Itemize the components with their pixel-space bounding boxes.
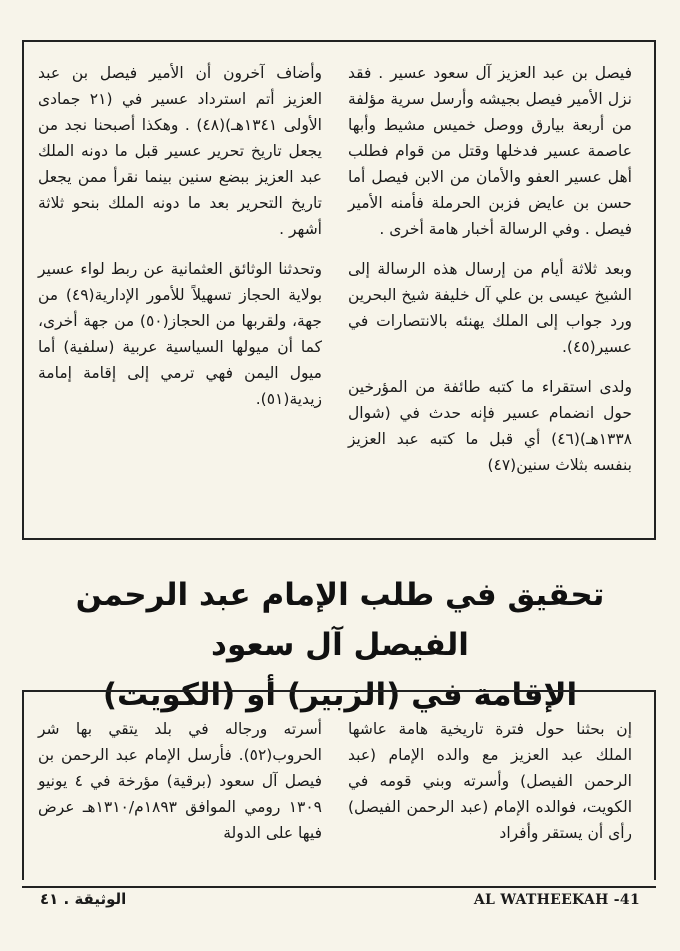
paragraph: أسرته ورجاله في بلد يتقي بها شر الحروب(٥٢). فأرسل الإمام عبد الرحمن بن فيصل آل سعود (برقية) مؤرخة في ٤ يونيو ١٣٠٩ رومي الموافق ١٨٩٣م/١٣١٠هـ عرض فيها على الدولة (38, 720, 322, 842)
footer-english-page-label: AL WATHEEKAH -41 (473, 892, 640, 908)
paragraph: ولدى استقراء ما كتبه طائفة من المؤرخين حول انضمام عسير فإنه حدث في (شوال ١٣٣٨هـ)(٤٦) أي قبل ما كتبه عبد العزيز بنفسه بثلاث سنين(٤٧) (348, 378, 632, 474)
footer-arabic-page-label: الوثيقة . ٤١ (40, 890, 127, 908)
paragraph: فيصل بن عبد العزيز آل سعود عسير . فقد نزل الأمير فيصل بجيشه وأرسل سرية مؤلفة من أربعة بيارق ووصل خميس مشيط وأبها عاصمة عسير فدخلها وقتل من قوام فطلب أهل عسير العفو والأمان من الابن فيصل أما حسن بن عايض فزبن الحرملة فأمنه الأمير فيصل . وفي الرسالة أخبار هامة أخرى . (348, 64, 632, 238)
heading-line-2: الإقامة في (الزبير) أو (الكويت) (102, 677, 578, 713)
footer-rule (22, 886, 656, 888)
paragraph: وتحدثنا الوثائق العثمانية عن ربط لواء عسير بولاية الحجاز تسهيلاً للأمور الإدارية(٤٩) من جهة، ولقربها من الحجاز(٥٠) من جهة أخرى، كما أن ميولها السياسية عربية (سلفية) أما ميول اليمن فهي ترمي إلى إقامة إمامة زيدية(٥١). (38, 260, 323, 408)
top-right-column (348, 60, 632, 492)
paragraph: وأضاف آخرون أن الأمير فيصل بن عبد العزيز أتم استرداد عسير في (٢١ جمادى الأولى ١٣٤١هـ)(٤٨) . وهكذا أصبحنا نجد من يجعل تاريخ تحرير عسير قبل ما دونه الملك عبد العزيز ببضع سنين بينما نقرأ ممن يجعل تاريخ التحرير بعد ما دونه الملك بنحو ثلاثة أشهر . (38, 64, 322, 238)
paragraph: وبعد ثلاثة أيام من إرسال هذه الرسالة إلى الشيخ عيسى بن علي آل خليفة شيخ البحرين ورد جواب إلى الملك يهنئه بالانتصارات في عسير(٤٥). (348, 260, 632, 356)
heading-line-1: تحقيق في طلب الإمام عبد الرحمن الفيصل آل سعود (75, 577, 605, 663)
top-left-column (38, 60, 322, 426)
bottom-left-column (38, 716, 322, 860)
bottom-right-column (348, 716, 632, 860)
paragraph: إن بحثنا حول فترة تاريخية هامة عاشها الملك عبد العزيز مع والده الإمام (عبد الرحمن الفيصل) وأسرته وبني قومه في الكويت، فوالده الإمام (عبد الرحمن الفيصل) رأى أن يستقر وأفراد (348, 720, 632, 842)
